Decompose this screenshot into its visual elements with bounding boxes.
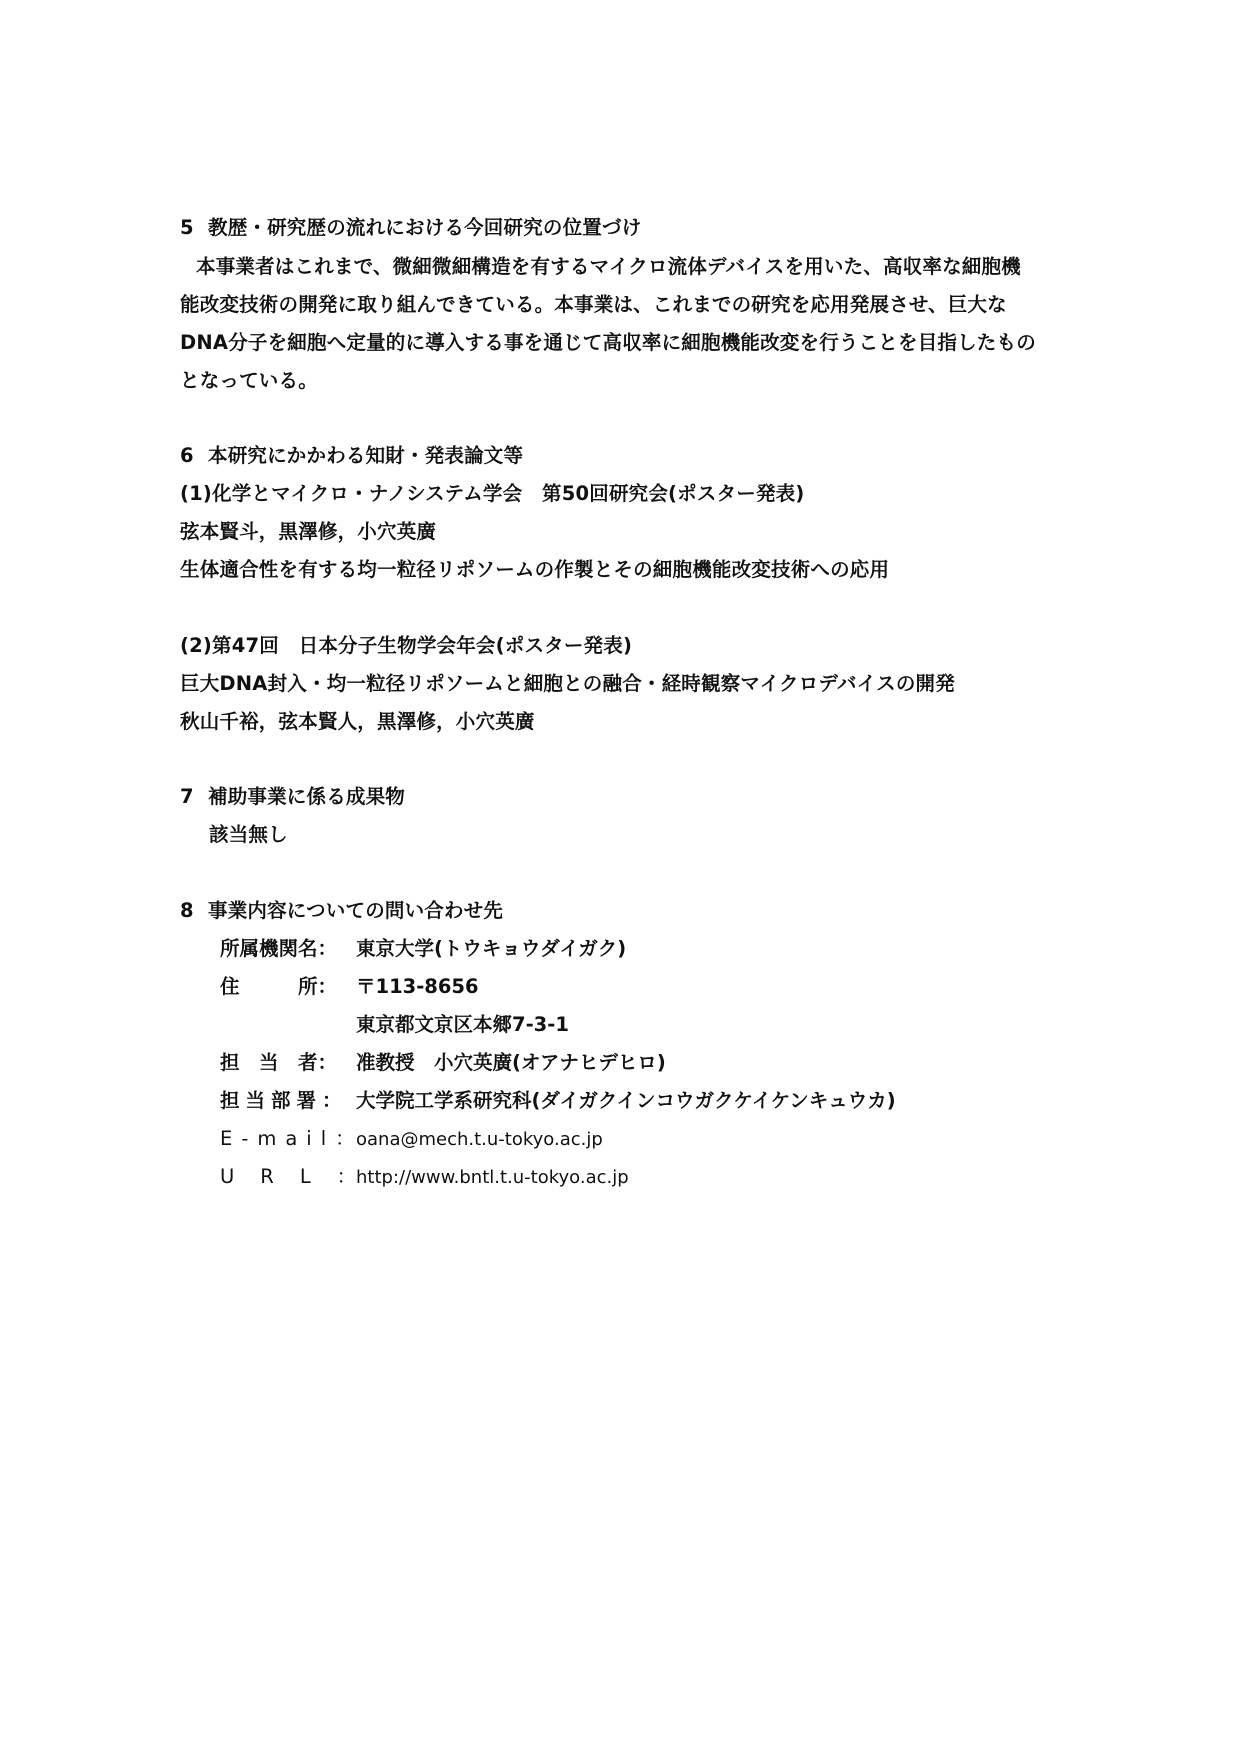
contact-address-line-2 (220, 1011, 569, 1039)
section-5-line-4: となっている。 (180, 369, 318, 392)
contact-department (220, 1087, 896, 1115)
section-6-number: 6 (180, 444, 194, 467)
section-7-number: 7 (180, 785, 194, 808)
publication-1-title: 生体適合性を有する均一粒径リポソームの作製とその細胞機能改変技術への応用 (180, 558, 890, 581)
contact-postal-code: 〒113-8656 (356, 975, 479, 998)
contact-person-value: 准教授 小穴英廣(オアナヒデヒロ) (356, 1051, 666, 1074)
section-7-title: 補助事業に係る成果物 (208, 785, 406, 808)
section-8-title: 事業内容についての問い合わせ先 (208, 899, 504, 922)
section-5-line-1: 本事業者はこれまで、微細微細構造を有するマイクロ流体デバイスを用いた、高収率な細胞機 (196, 255, 1021, 278)
section-5-heading (180, 214, 641, 242)
section-5-title: 教歴・研究歴の流れにおける今回研究の位置づけ (208, 216, 642, 239)
section-6-title: 本研究にかかわる知財・発表論文等 (208, 444, 524, 467)
contact-organization (220, 935, 626, 963)
contact-street-address: 東京都文京区本郷7-3-1 (356, 1013, 569, 1036)
contact-org-label: 所属機関名： (220, 937, 338, 960)
contact-email-label: E-mail： (220, 1127, 364, 1150)
contact-org-value: 東京大学(トウキョウダイガク) (356, 937, 627, 960)
contact-person (220, 1049, 666, 1077)
contact-email (220, 1125, 603, 1154)
section-7-heading (180, 783, 405, 811)
section-7-body: 該当無し (209, 823, 288, 846)
section-5-line-2: 能改変技術の開発に取り組んできている。本事業は、これまでの研究を応用発展させ、巨大な (180, 293, 1007, 316)
contact-url-link[interactable]: http://www.bntl.t.u-tokyo.ac.jp (356, 1167, 629, 1188)
publication-1-authors: 弦本賢斗，黒澤修，小穴英廣 (180, 520, 437, 543)
contact-email-link[interactable]: oana@mech.t.u-tokyo.ac.jp (356, 1129, 603, 1150)
publication-2-title: 巨大DNA封入・均一粒径リポソームと細胞との融合・経時観察マイクロデバイスの開発 (180, 672, 955, 695)
section-8-heading (180, 897, 503, 925)
contact-address (220, 973, 479, 1001)
section-6-heading (180, 442, 523, 470)
contact-person-label: 担 当 者： (220, 1051, 338, 1074)
publication-1-header: (1)化学とマイクロ・ナノシステム学会 第50回研究会(ポスター発表) (180, 482, 805, 505)
contact-url (220, 1163, 629, 1192)
section-5-number: 5 (180, 216, 194, 239)
section-8-number: 8 (180, 899, 194, 922)
contact-url-label: URL： (220, 1165, 383, 1188)
contact-dept-value: 大学院工学系研究科(ダイガクインコウガクケイケンキュウカ) (356, 1089, 896, 1112)
contact-dept-label: 担当部署： (220, 1089, 348, 1112)
section-5-line-3: DNA分子を細胞へ定量的に導入する事を通じて高収率に細胞機能改変を行うことを目指したもの (180, 331, 1036, 354)
contact-addr-label: 住 所： (220, 975, 338, 998)
publication-2-header: (2)第47回 日本分子生物学会年会(ポスター発表) (180, 634, 633, 657)
publication-2-authors: 秋山千裕，弦本賢人，黒澤修，小穴英廣 (180, 710, 535, 733)
